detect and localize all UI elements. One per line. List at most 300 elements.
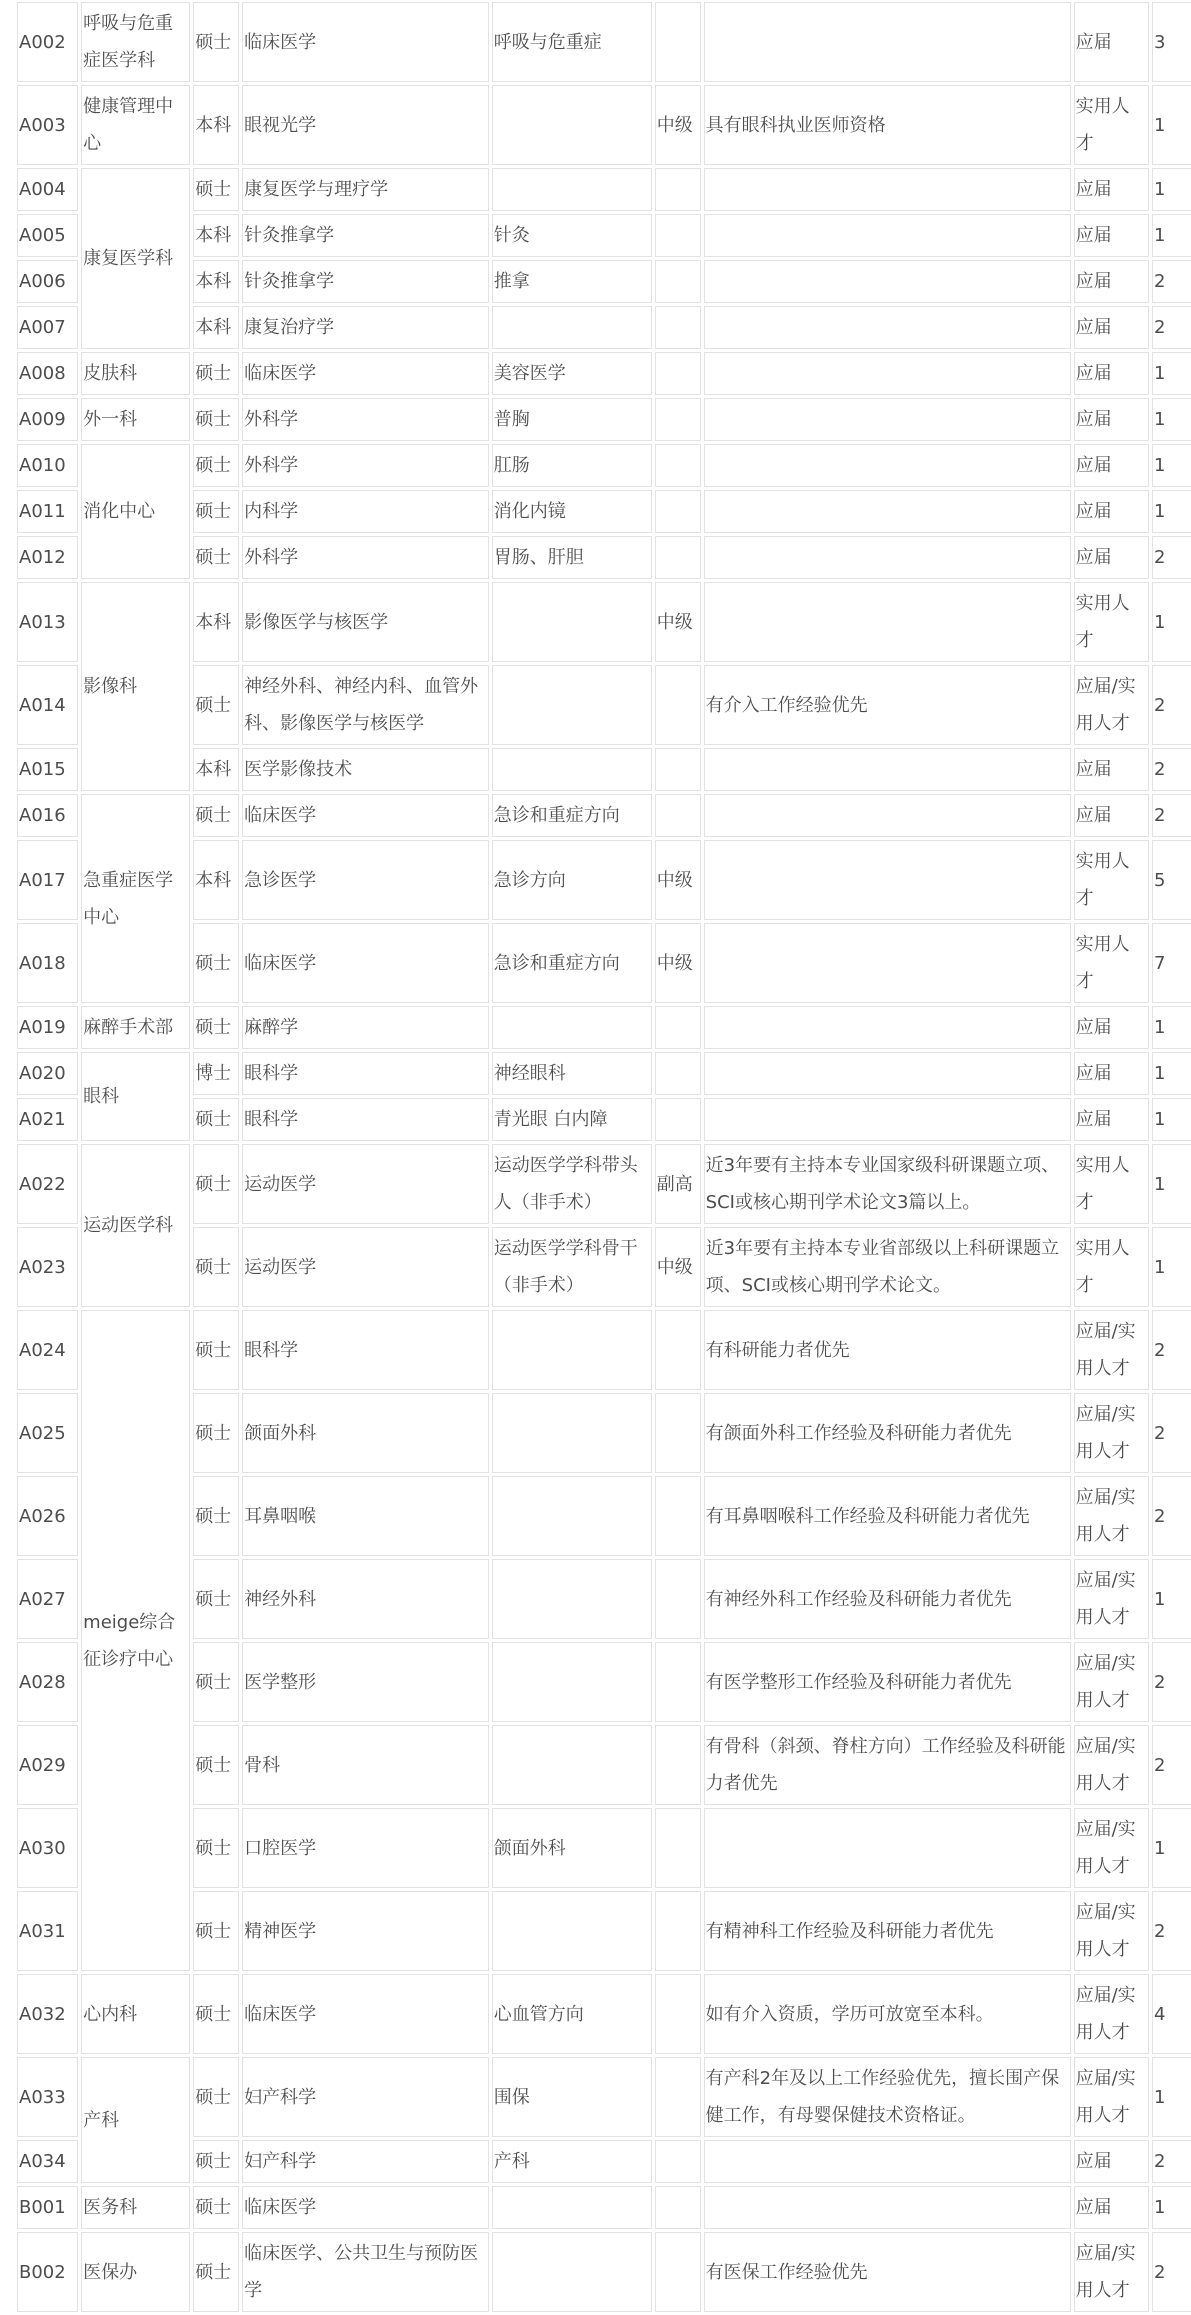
cell-major: 临床医学 [242,1974,489,2054]
cell-education: 硕士 [193,1725,239,1805]
cell-type: 应届/实用人才 [1074,1725,1149,1805]
cell-major: 影像医学与核医学 [242,582,489,662]
cell-requirement [704,214,1071,257]
table-row [17,352,1191,395]
cell-direction [492,1642,652,1722]
cell-major: 神经外科、神经内科、血管外科、影像医学与核医学 [242,665,489,745]
cell-major: 外科学 [242,398,489,441]
cell-title-level: 中级 [655,840,701,920]
table-row [17,260,1191,303]
cell-count: 1 [1152,1559,1191,1639]
cell-id: A030 [17,1808,78,1888]
cell-direction [492,306,652,349]
cell-id: A029 [17,1725,78,1805]
cell-direction: 神经眼科 [492,1052,652,1095]
cell-requirement [704,2140,1071,2183]
cell-count: 1 [1152,2186,1191,2229]
cell-education: 硕士 [193,2,239,82]
cell-type: 应届 [1074,260,1149,303]
cell-requirement: 近3年要有主持本专业省部级以上科研课题立项、SCI或核心期刊学术论文。 [704,1227,1071,1307]
cell-count: 2 [1152,2232,1191,2312]
cell-requirement [704,1808,1071,1888]
cell-requirement: 有介入工作经验优先 [704,665,1071,745]
cell-requirement [704,168,1071,211]
cell-education: 硕士 [193,2057,239,2137]
cell-title-level [655,1642,701,1722]
cell-type: 应届 [1074,214,1149,257]
cell-count: 1 [1152,1808,1191,1888]
cell-type: 实用人才 [1074,85,1149,165]
table-row [17,582,1191,662]
cell-department: 眼科 [81,1052,190,1141]
cell-id: A027 [17,1559,78,1639]
cell-requirement [704,1052,1071,1095]
cell-direction [492,2232,652,2312]
cell-id: A025 [17,1393,78,1473]
table-row [17,398,1191,441]
table-row [17,1974,1191,2054]
cell-id: A015 [17,748,78,791]
cell-major: 外科学 [242,536,489,579]
cell-education: 硕士 [193,923,239,1003]
cell-id: A004 [17,168,78,211]
cell-type: 应届/实用人才 [1074,1808,1149,1888]
cell-type: 实用人才 [1074,923,1149,1003]
cell-education: 硕士 [193,1393,239,1473]
cell-id: A018 [17,923,78,1003]
cell-title-level [655,1808,701,1888]
table-row [17,2057,1191,2137]
cell-id: A009 [17,398,78,441]
cell-count: 1 [1152,168,1191,211]
cell-major: 康复医学与理疗学 [242,168,489,211]
cell-direction [492,1725,652,1805]
cell-requirement [704,582,1071,662]
cell-id: A021 [17,1098,78,1141]
cell-education: 硕士 [193,490,239,533]
cell-major: 医学整形 [242,1642,489,1722]
cell-requirement: 有颌面外科工作经验及科研能力者优先 [704,1393,1071,1473]
cell-direction [492,1476,652,1556]
cell-direction [492,1559,652,1639]
cell-count: 1 [1152,1098,1191,1141]
cell-type: 应届/实用人才 [1074,1476,1149,1556]
cell-education: 硕士 [193,794,239,837]
cell-count: 2 [1152,536,1191,579]
cell-id: A017 [17,840,78,920]
cell-direction: 青光眼 白内障 [492,1098,652,1141]
cell-requirement [704,794,1071,837]
cell-id: A012 [17,536,78,579]
table-row [17,1393,1191,1473]
cell-requirement [704,748,1071,791]
table-row [17,536,1191,579]
cell-count: 2 [1152,1891,1191,1971]
cell-id: A034 [17,2140,78,2183]
cell-requirement [704,352,1071,395]
cell-major: 针灸推拿学 [242,260,489,303]
cell-count: 1 [1152,1006,1191,1049]
cell-requirement [704,260,1071,303]
cell-count: 3 [1152,2,1191,82]
cell-direction: 运动医学学科骨干（非手术） [492,1227,652,1307]
cell-count: 2 [1152,794,1191,837]
cell-type: 实用人才 [1074,582,1149,662]
cell-direction [492,665,652,745]
cell-education: 本科 [193,582,239,662]
cell-direction [492,85,652,165]
table-row [17,444,1191,487]
cell-requirement [704,2186,1071,2229]
cell-education: 硕士 [193,1559,239,1639]
cell-type: 应届/实用人才 [1074,665,1149,745]
cell-requirement [704,1098,1071,1141]
cell-major: 神经外科 [242,1559,489,1639]
cell-department: 医务科 [81,2186,190,2229]
cell-id: A024 [17,1310,78,1390]
cell-title-level [655,794,701,837]
table-row [17,1559,1191,1639]
cell-title-level [655,665,701,745]
cell-title-level [655,2232,701,2312]
cell-id: B001 [17,2186,78,2229]
cell-title-level [655,536,701,579]
cell-title-level: 中级 [655,1227,701,1307]
cell-direction: 胃肠、肝胆 [492,536,652,579]
table-row [17,490,1191,533]
table-row [17,1476,1191,1556]
cell-education: 硕士 [193,1808,239,1888]
cell-requirement: 有耳鼻咽喉科工作经验及科研能力者优先 [704,1476,1071,1556]
cell-type: 应届 [1074,1052,1149,1095]
cell-type: 应届 [1074,398,1149,441]
cell-id: A006 [17,260,78,303]
cell-title-level [655,444,701,487]
cell-count: 2 [1152,748,1191,791]
cell-education: 硕士 [193,1006,239,1049]
cell-requirement [704,490,1071,533]
cell-education: 硕士 [193,444,239,487]
cell-education: 本科 [193,748,239,791]
table-body [17,0,1191,2312]
cell-title-level [655,214,701,257]
cell-department: 医保办 [81,2232,190,2312]
table-row [17,214,1191,257]
cell-education: 硕士 [193,1974,239,2054]
cell-major: 运动医学 [242,1227,489,1307]
cell-requirement: 有医保工作经验优先 [704,2232,1071,2312]
cell-direction [492,582,652,662]
cell-title-level [655,1393,701,1473]
cell-type: 应届 [1074,168,1149,211]
cell-type: 应届 [1074,352,1149,395]
cell-count: 1 [1152,1227,1191,1307]
cell-department: 急重症医学中心 [81,794,190,1003]
cell-direction [492,168,652,211]
cell-direction: 美容医学 [492,352,652,395]
cell-requirement: 有骨科（斜颈、脊柱方向）工作经验及科研能力者优先 [704,1725,1071,1805]
cell-department: 心内科 [81,1974,190,2054]
cell-education: 硕士 [193,1227,239,1307]
cell-major: 外科学 [242,444,489,487]
cell-id: A016 [17,794,78,837]
cell-type: 应届 [1074,1006,1149,1049]
cell-type: 应届 [1074,444,1149,487]
cell-id: A032 [17,1974,78,2054]
cell-title-level [655,168,701,211]
cell-type: 应届 [1074,2140,1149,2183]
cell-type: 应届/实用人才 [1074,2232,1149,2312]
cell-id: A011 [17,490,78,533]
cell-title-level [655,260,701,303]
cell-id: A008 [17,352,78,395]
cell-type: 实用人才 [1074,1144,1149,1224]
table-row [17,923,1191,1003]
cell-department: 外一科 [81,398,190,441]
cell-department: meige综合征诊疗中心 [81,1310,190,1971]
cell-count: 1 [1152,398,1191,441]
cell-direction: 围保 [492,2057,652,2137]
cell-requirement: 有神经外科工作经验及科研能力者优先 [704,1559,1071,1639]
cell-major: 口腔医学 [242,1808,489,1888]
cell-major: 临床医学 [242,352,489,395]
cell-id: A023 [17,1227,78,1307]
cell-direction: 普胸 [492,398,652,441]
cell-title-level [655,1052,701,1095]
cell-direction: 呼吸与危重症 [492,2,652,82]
cell-title-level [655,2057,701,2137]
cell-major: 耳鼻咽喉 [242,1476,489,1556]
cell-direction: 运动医学学科带头人（非手术） [492,1144,652,1224]
cell-type: 应届 [1074,2186,1149,2229]
cell-requirement [704,2,1071,82]
cell-count: 2 [1152,1725,1191,1805]
cell-id: A003 [17,85,78,165]
cell-education: 博士 [193,1052,239,1095]
cell-count: 4 [1152,1974,1191,2054]
cell-type: 应届 [1074,2,1149,82]
table-row [17,306,1191,349]
cell-department: 影像科 [81,582,190,791]
cell-count: 2 [1152,1476,1191,1556]
cell-education: 本科 [193,85,239,165]
cell-education: 本科 [193,214,239,257]
cell-major: 妇产科学 [242,2140,489,2183]
cell-title-level [655,1310,701,1390]
cell-department: 消化中心 [81,444,190,579]
cell-type: 应届 [1074,490,1149,533]
recruitment-table [14,0,1191,2315]
cell-type: 应届/实用人才 [1074,2057,1149,2137]
cell-title-level [655,306,701,349]
cell-requirement: 有医学整形工作经验及科研能力者优先 [704,1642,1071,1722]
cell-type: 应届/实用人才 [1074,1310,1149,1390]
cell-education: 硕士 [193,665,239,745]
cell-title-level [655,2140,701,2183]
cell-major: 临床医学 [242,2186,489,2229]
cell-requirement: 具有眼科执业医师资格 [704,85,1071,165]
cell-type: 应届 [1074,748,1149,791]
cell-education: 本科 [193,306,239,349]
cell-education: 本科 [193,260,239,303]
cell-requirement: 有产科2年及以上工作经验优先，擅长围产保健工作，有母婴保健技术资格证。 [704,2057,1071,2137]
cell-direction: 针灸 [492,214,652,257]
cell-education: 硕士 [193,2186,239,2229]
cell-major: 妇产科学 [242,2057,489,2137]
cell-title-level: 中级 [655,923,701,1003]
table-row [17,665,1191,745]
cell-requirement [704,536,1071,579]
cell-count: 2 [1152,1393,1191,1473]
cell-id: A028 [17,1642,78,1722]
cell-type: 应届 [1074,1098,1149,1141]
cell-title-level: 副高 [655,1144,701,1224]
cell-department: 健康管理中心 [81,85,190,165]
table-row [17,2232,1191,2312]
cell-count: 2 [1152,1642,1191,1722]
cell-title-level [655,352,701,395]
table-row [17,2186,1191,2229]
cell-count: 2 [1152,260,1191,303]
cell-type: 应届 [1074,536,1149,579]
cell-title-level [655,2,701,82]
cell-education: 硕士 [193,2140,239,2183]
cell-major: 运动医学 [242,1144,489,1224]
cell-major: 麻醉学 [242,1006,489,1049]
cell-direction [492,1310,652,1390]
cell-education: 硕士 [193,1098,239,1141]
cell-education: 硕士 [193,2232,239,2312]
cell-title-level [655,748,701,791]
cell-direction: 推拿 [492,260,652,303]
cell-direction: 产科 [492,2140,652,2183]
cell-major: 眼科学 [242,1310,489,1390]
cell-title-level: 中级 [655,582,701,662]
table-row [17,794,1191,837]
cell-department: 皮肤科 [81,352,190,395]
cell-type: 实用人才 [1074,840,1149,920]
cell-direction [492,1891,652,1971]
cell-education: 硕士 [193,1476,239,1556]
cell-id: A033 [17,2057,78,2137]
table-row [17,85,1191,165]
cell-education: 硕士 [193,398,239,441]
cell-id: A022 [17,1144,78,1224]
cell-count: 5 [1152,840,1191,920]
table-row [17,1052,1191,1095]
cell-direction [492,1006,652,1049]
cell-count: 1 [1152,1144,1191,1224]
cell-count: 1 [1152,352,1191,395]
table-row [17,1725,1191,1805]
cell-id: A026 [17,1476,78,1556]
cell-education: 硕士 [193,1891,239,1971]
cell-education: 硕士 [193,352,239,395]
cell-type: 应届/实用人才 [1074,1642,1149,1722]
table-row [17,1098,1191,1141]
cell-education: 硕士 [193,168,239,211]
cell-requirement [704,840,1071,920]
cell-title-level [655,1891,701,1971]
cell-major: 急诊医学 [242,840,489,920]
cell-major: 医学影像技术 [242,748,489,791]
cell-title-level [655,1725,701,1805]
cell-title-level [655,2186,701,2229]
cell-count: 2 [1152,306,1191,349]
cell-direction: 急诊方向 [492,840,652,920]
cell-direction: 消化内镜 [492,490,652,533]
cell-major: 颌面外科 [242,1393,489,1473]
cell-type: 应届/实用人才 [1074,1393,1149,1473]
cell-count: 1 [1152,214,1191,257]
cell-count: 7 [1152,923,1191,1003]
cell-type: 应届/实用人才 [1074,1891,1149,1971]
cell-title-level [655,398,701,441]
cell-id: A002 [17,2,78,82]
table-row [17,1808,1191,1888]
table-row [17,1144,1191,1224]
cell-count: 2 [1152,2140,1191,2183]
cell-direction: 急诊和重症方向 [492,923,652,1003]
cell-count: 1 [1152,1052,1191,1095]
cell-major: 内科学 [242,490,489,533]
table-row [17,2,1191,82]
cell-major: 眼科学 [242,1098,489,1141]
cell-title-level [655,1006,701,1049]
cell-id: A010 [17,444,78,487]
table-row [17,748,1191,791]
cell-major: 康复治疗学 [242,306,489,349]
cell-department: 呼吸与危重症医学科 [81,2,190,82]
cell-title-level: 中级 [655,85,701,165]
cell-title-level [655,490,701,533]
cell-major: 临床医学 [242,794,489,837]
table-row [17,1310,1191,1390]
table-row [17,840,1191,920]
cell-major: 眼视光学 [242,85,489,165]
table-row [17,1642,1191,1722]
cell-title-level [655,1559,701,1639]
cell-requirement [704,306,1071,349]
cell-direction: 肛肠 [492,444,652,487]
cell-direction [492,748,652,791]
cell-direction: 心血管方向 [492,1974,652,2054]
cell-major: 临床医学 [242,2,489,82]
table-row [17,1006,1191,1049]
cell-major: 精神医学 [242,1891,489,1971]
cell-education: 硕士 [193,1144,239,1224]
cell-department: 康复医学科 [81,168,190,349]
table-row [17,1227,1191,1307]
cell-department: 麻醉手术部 [81,1006,190,1049]
cell-type: 应届 [1074,306,1149,349]
cell-requirement: 近3年要有主持本专业国家级科研课题立项、SCI或核心期刊学术论文3篇以上。 [704,1144,1071,1224]
cell-department: 产科 [81,2057,190,2183]
cell-title-level [655,1974,701,2054]
cell-count: 1 [1152,444,1191,487]
cell-type: 应届/实用人才 [1074,1974,1149,2054]
cell-requirement [704,398,1071,441]
cell-type: 实用人才 [1074,1227,1149,1307]
cell-major: 骨科 [242,1725,489,1805]
cell-department: 运动医学科 [81,1144,190,1307]
cell-major: 眼科学 [242,1052,489,1095]
cell-requirement: 有科研能力者优先 [704,1310,1071,1390]
cell-id: B002 [17,2232,78,2312]
cell-title-level [655,1476,701,1556]
cell-direction: 急诊和重症方向 [492,794,652,837]
cell-count: 1 [1152,582,1191,662]
